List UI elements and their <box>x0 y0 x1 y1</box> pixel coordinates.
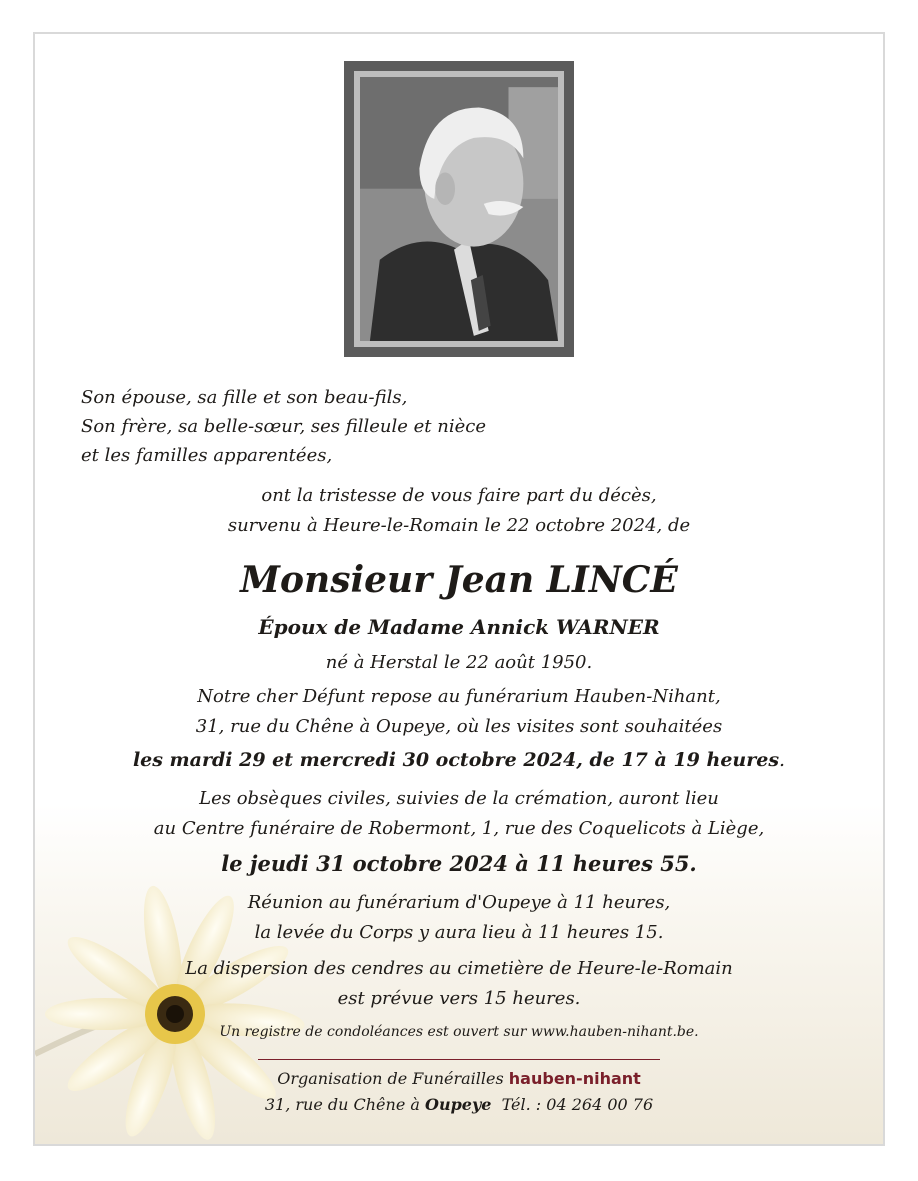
dispersion-line-2: est prévue vers 15 heures. <box>337 988 581 1009</box>
spouse-line: Époux de Madame Annick WARNER <box>258 615 660 639</box>
funeral-info <box>0 784 918 844</box>
funeral-date: le jeudi 31 octobre 2024 à 11 heures 55. <box>221 851 697 876</box>
visit-dates-punct: . <box>779 749 786 771</box>
meeting-info <box>0 888 918 948</box>
family-line-1: Son épouse, sa fille et son beau-fils, <box>81 387 408 408</box>
family-line-2: Son frère, sa belle-sœur, ses filleule et nièce <box>81 416 486 437</box>
address-city: Oupeye <box>425 1095 492 1114</box>
family-line-3: et les familles apparentées, <box>81 445 333 466</box>
intro-line-1: ont la tristesse de vous faire part du décès, <box>261 485 657 506</box>
deceased-name: Monsieur Jean LINCÉ <box>240 559 678 601</box>
footer-divider <box>258 1059 660 1060</box>
organizer-prefix: Organisation de Funérailles <box>277 1069 504 1088</box>
announcement-intro <box>0 481 918 541</box>
visit-dates-text: les mardi 29 et mercredi 30 octobre 2024, de 17 à 19 heures <box>132 749 780 771</box>
funeral-line-1: Les obsèques civiles, suivies de la crémation, auront lieu <box>199 788 719 809</box>
funeral-line-2: au Centre funéraire de Robermont, 1, rue des Coquelicots à Liège, <box>153 818 765 839</box>
intro-line-2: survenu à Heure-le-Romain le 22 octobre 2024, de <box>227 515 691 536</box>
condolence-registry: Un registre de condoléances est ouvert sur www.hauben-nihant.be. <box>219 1024 699 1040</box>
birth-line: né à Herstal le 22 août 1950. <box>325 652 593 673</box>
meeting-line-2: la levée du Corps y aura lieu à 11 heures 15. <box>254 922 664 943</box>
dispersion-line-1: La dispersion des cendres au cimetière de Heure-le-Romain <box>185 958 733 979</box>
meeting-line-1: Réunion au funérarium d'Oupeye à 11 heures, <box>247 892 671 913</box>
organizer-phone: Tél. : 04 264 00 76 <box>501 1095 654 1114</box>
repose-info <box>0 682 918 742</box>
address-street: 31, rue du Chêne à <box>264 1095 420 1114</box>
repose-line-1: Notre cher Défunt repose au funérarium Hauben-Nihant, <box>197 686 721 707</box>
repose-line-2: 31, rue du Chêne à Oupeye, où les visites sont souhaitées <box>195 716 723 737</box>
portrait-frame <box>344 61 574 357</box>
organizer-brand-logo: hauben-nihant <box>508 1069 641 1088</box>
portrait-photo <box>354 71 564 347</box>
family-members <box>81 383 486 470</box>
organizer-line <box>0 1066 918 1092</box>
dispersion-info <box>0 954 918 1014</box>
portrait-image <box>360 77 558 341</box>
organizer-address <box>0 1092 918 1118</box>
visit-dates <box>0 745 918 775</box>
